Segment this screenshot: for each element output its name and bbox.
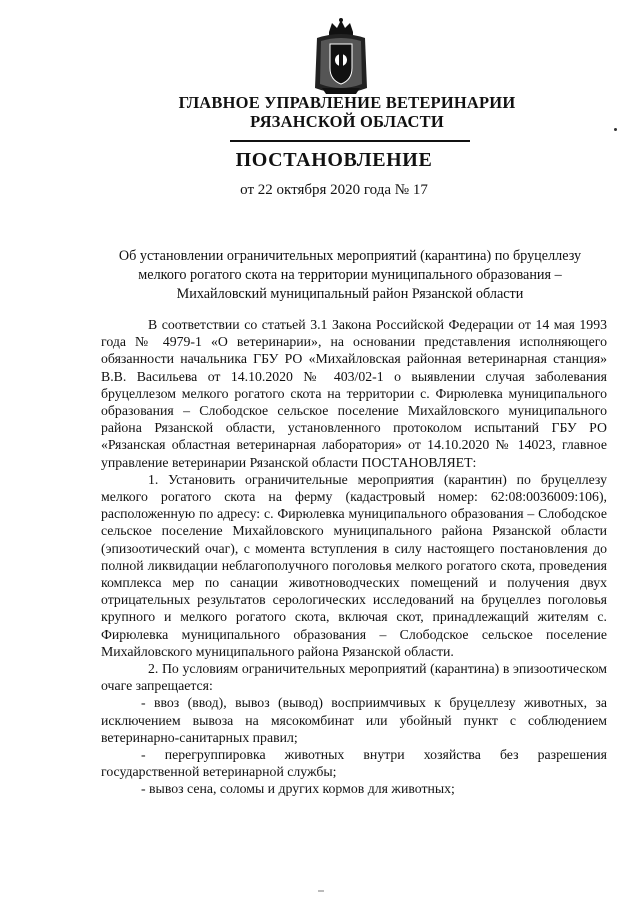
document-title: ПОСТАНОВЛЕНИЕ bbox=[235, 149, 433, 171]
coat-of-arms-icon bbox=[312, 18, 370, 96]
scan-speck bbox=[614, 128, 617, 131]
item-1-paragraph: 1. Установить ограничительные мероприятия (карантин) по бруцеллезу мелкого рогатого скота на ферму (кадастровый номер: 62:08:0036009:106), расположенную по адресу: с. Фирюлевка муниципального образования – Слободское сельское поселение Михайловского муниципального района Рязанской области (эпизоотический очаг), с момента вступления в силу настоящего постановления до полной ликвидации неблагополучного поголовья мелкого рогатого скота, проведения комплекса мер по санации животноводческих помещений и получения двух отрицательных результатов серологических исследований на бруцеллез поголовья крупного и мелкого рогатого скота, включая скот, принадлежащий жителям с. Фирюлевка муниципального образования – Слободское сельское поселение Михайловского муниципального района Рязанской области. bbox=[101, 471, 607, 659]
document-subject: Об установлении ограничительных мероприятий (карантина) по бруцеллезу мелкого рогатого скота на территории муниципального образования – Михайловский муниципальный район Рязанской области bbox=[118, 248, 582, 302]
prohibition-bullet: - ввоз (ввод), вывоз (вывод) восприимчивых к бруцеллезу животных, за исключением вывоза на мясокомбинат или убойный пункт с соблюдением ветеринарно-санитарных правил; bbox=[101, 695, 607, 745]
header-divider bbox=[230, 140, 470, 142]
document-body bbox=[101, 316, 607, 798]
preamble-paragraph: В соответствии со статьей 3.1 Закона Российской Федерации от 14 мая 1993 года № 4979-1 «О ветеринарии», на основании представления исполняющего обязанности начальника ГБУ РО «Михайловская районная ветеринарная станция» В.В. Васильева от 14.10.2020 № 403/02-1 о выявлении случая заболевания бруцеллезом мелкого рогатого скота на территории с. Фирюлевка муниципального образования – Слободское сельское поселение Михайловского муниципального района Рязанской области, установленного протоколом испытаний ГБУ РО «Рязанская областная ветеринарная лаборатория» от 14.10.2020 № 14023, главное управление ветеринарии Рязанской области ПОСТАНОВЛЯЕТ: bbox=[101, 317, 607, 470]
scan-mark bbox=[318, 890, 324, 892]
org-name-line2: РЯЗАНСКОЙ ОБЛАСТИ bbox=[250, 112, 444, 131]
item-2-paragraph: 2. По условиям ограничительных мероприятий (карантина) в эпизоотическом очаге запрещается: bbox=[101, 661, 607, 694]
document-date-number: от 22 октября 2020 года № 17 bbox=[240, 182, 428, 198]
org-name-line1: ГЛАВНОЕ УПРАВЛЕНИЕ ВЕТЕРИНАРИИ bbox=[178, 93, 516, 112]
prohibition-bullet: - перегруппировка животных внутри хозяйства без разрешения государственной ветеринарной службы; bbox=[101, 747, 607, 780]
prohibition-bullet: - вывоз сена, соломы и других кормов для животных; bbox=[141, 781, 455, 797]
organization-name bbox=[0, 93, 640, 131]
